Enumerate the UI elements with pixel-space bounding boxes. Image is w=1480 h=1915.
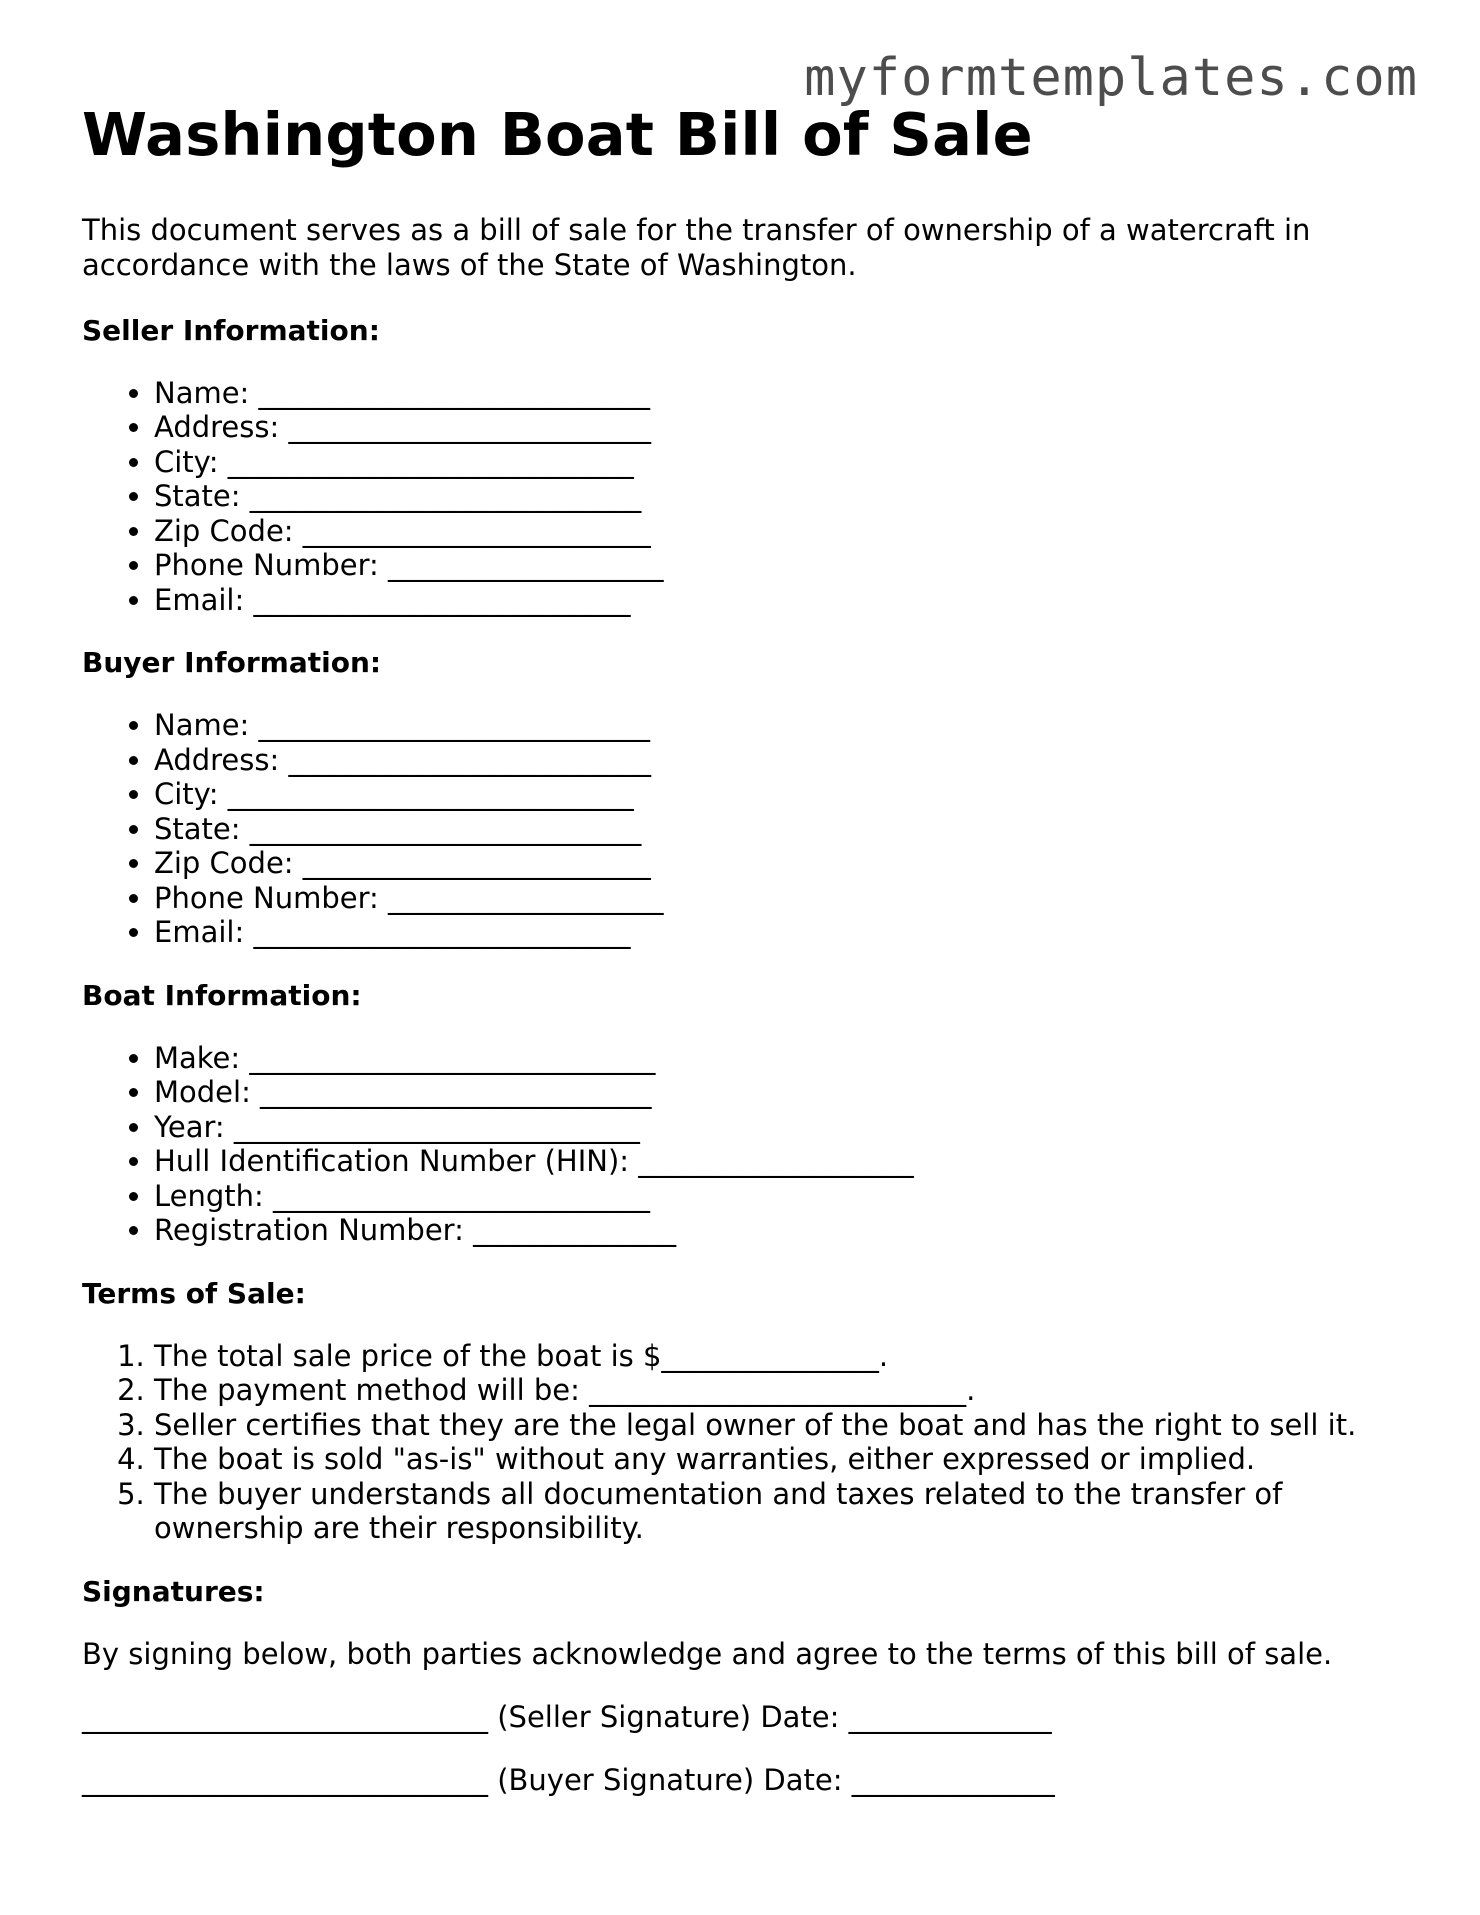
terms-heading: Terms of Sale: [82, 1276, 306, 1310]
boat-list [82, 1041, 1402, 1248]
boat-hin-field: • Hull Identification Number (HIN): ___________________ [154, 1144, 1402, 1179]
boat-length-field: • Length: __________________________ [154, 1179, 1402, 1214]
boat-heading: Boat Information: [82, 978, 362, 1012]
seller-list [82, 376, 1402, 618]
term-ownership: 3. Seller certifies that they are the legal owner of the boat and has the right to sell it. [154, 1408, 1402, 1443]
buyer-city-field: • City: ____________________________ [154, 777, 1402, 812]
document-body [82, 100, 1402, 1826]
seller-city-field: • City: ____________________________ [154, 445, 1402, 480]
buyer-address-field: • Address: _________________________ [154, 743, 1402, 778]
buyer-phone-field: • Phone Number: ___________________ [154, 881, 1402, 916]
seller-zip-field: • Zip Code: ________________________ [154, 514, 1402, 549]
terms-list [82, 1339, 1402, 1546]
boat-model-field: • Model: ___________________________ [154, 1075, 1402, 1110]
buyer-heading: Buyer Information: [82, 646, 382, 680]
site-watermark: myformtemplates.com [804, 48, 1418, 108]
boat-year-field: • Year: ____________________________ [154, 1110, 1402, 1145]
seller-email-field: • Email: __________________________ [154, 583, 1402, 618]
buyer-name-field: • Name: ___________________________ [154, 708, 1402, 743]
buyer-list [82, 708, 1402, 950]
intro-paragraph: This document serves as a bill of sale for the transfer of ownership of a watercraft in accordance with the laws of the State of Washington. [82, 212, 1311, 282]
term-sale-price: 1. The total sale price of the boat is $_______________. [154, 1339, 1402, 1374]
term-payment-method: 2. The payment method will be: __________________________. [154, 1373, 1402, 1408]
seller-name-field: • Name: ___________________________ [154, 376, 1402, 411]
seller-signature-line: ____________________________ (Seller Signature) Date: ______________ [82, 1699, 1052, 1734]
seller-address-field: • Address: _________________________ [154, 410, 1402, 445]
seller-state-field: • State: ___________________________ [154, 479, 1402, 514]
buyer-zip-field: • Zip Code: ________________________ [154, 846, 1402, 881]
boat-make-field: • Make: ____________________________ [154, 1041, 1402, 1076]
boat-registration-field: • Registration Number: ______________ [154, 1213, 1402, 1248]
seller-heading: Seller Information: [82, 313, 380, 347]
term-responsibility: 5. The buyer understands all documentation and taxes related to the transfer of ownership are their responsibility. [154, 1477, 1402, 1546]
signatures-heading: Signatures: [82, 1574, 265, 1608]
term-as-is: 4. The boat is sold "as-is" without any warranties, either expressed or implied. [154, 1442, 1402, 1477]
seller-phone-field: • Phone Number: ___________________ [154, 548, 1402, 583]
buyer-signature-line: ____________________________ (Buyer Signature) Date: ______________ [82, 1762, 1055, 1797]
buyer-state-field: • State: ___________________________ [154, 812, 1402, 847]
signatures-intro: By signing below, both parties acknowledge and agree to the terms of this bill of sale. [82, 1636, 1333, 1671]
buyer-email-field: • Email: __________________________ [154, 915, 1402, 950]
page-title: Washington Boat Bill of Sale [82, 100, 1033, 169]
